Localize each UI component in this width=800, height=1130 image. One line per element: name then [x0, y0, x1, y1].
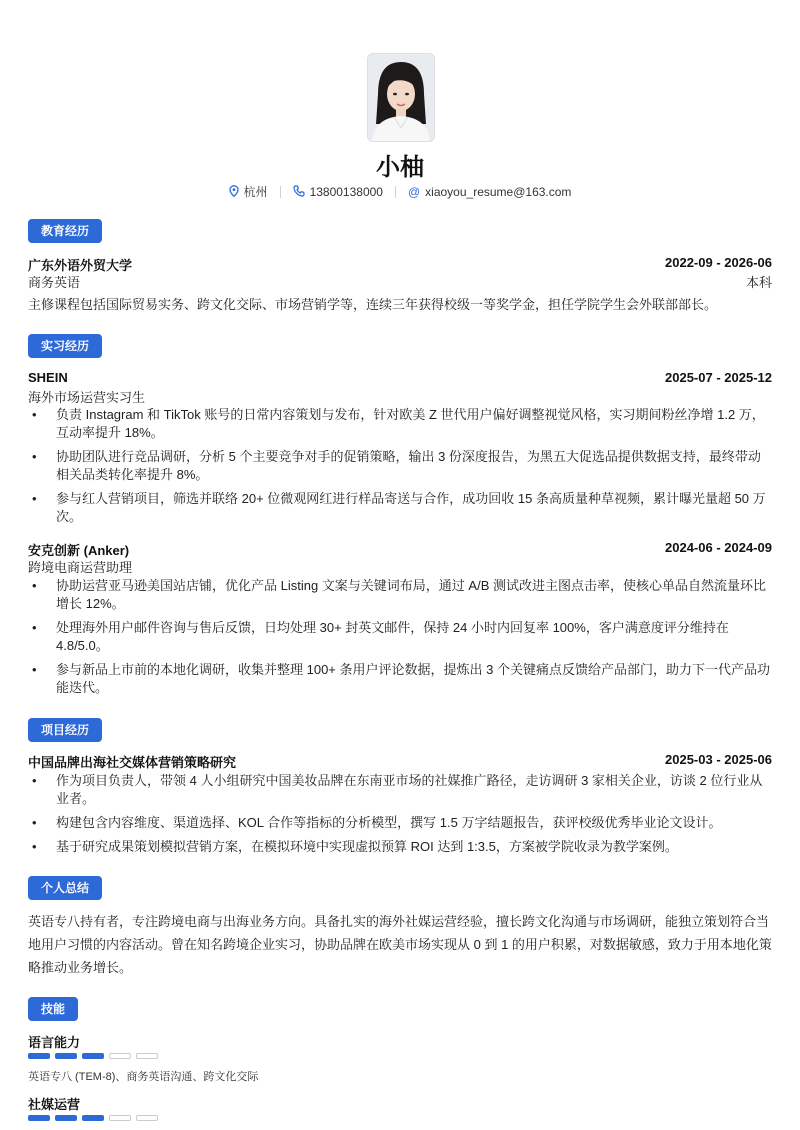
major: 商务英语 [28, 275, 81, 290]
skill-level-empty [109, 1115, 131, 1121]
internship-role: 跨境电商运营助理 [28, 560, 133, 575]
education-heading: 教育经历 [28, 219, 102, 243]
bullet-item: • 协助团队进行竞品调研，分析 5 个主要竞争对手的促销策略，输出 3 份深度报告，为黑五大促选品提供数据支持，最终带动相关品类转化率提升 8%。 [28, 448, 772, 484]
skill-level-empty [109, 1053, 131, 1059]
contact-location-text: 杭州 [243, 185, 268, 199]
project-row [28, 752, 772, 771]
phone-icon [293, 185, 305, 199]
contact-email-text[interactable]: xiaoyou_resume@163.com [425, 184, 572, 199]
school-name: 广东外语外贸大学 [28, 258, 133, 273]
contact-divider [280, 186, 281, 198]
skill-level-filled [28, 1053, 50, 1059]
bullet-item: • 作为项目负责人，带领 4 人小组研究中国美妆品牌在东南亚市场的社媒推广路径，走访调研 3 家相关企业，访谈 2 位行业从业者。 [28, 772, 772, 808]
internship-dates: 2025-07 - 2025-12 [665, 370, 772, 385]
internship-role-row [28, 557, 772, 576]
company-name: 安克创新 (Anker) [28, 543, 130, 558]
bullet-item: • 负责 Instagram 和 TikTok 账号的日常内容策划与发布，针对欧美 Z 世代用户偏好调整视觉风格，实习期间粉丝净增 1.2 万，互动率提升 18%。 [28, 406, 772, 442]
skill-description: 英语专八 (TEM-8)、商务英语沟通、跨文化交际 [28, 1071, 259, 1083]
contact-phone-text: 13800138000 [309, 184, 383, 199]
degree: 本科 [745, 275, 772, 290]
project-bullets [28, 772, 772, 862]
contact-bar [0, 183, 800, 200]
internship-dates: 2024-06 - 2024-09 [665, 540, 772, 555]
project-dates: 2025-03 - 2025-06 [665, 752, 772, 767]
internship-row [28, 370, 772, 385]
bullet-item: • 基于研究成果策划模拟营销方案，在模拟环境中实现虚拟预算 ROI 达到 1:3.5，方案被学院收录为教学案例。 [28, 838, 772, 856]
bullet-item: • 协助运营亚马逊美国站店铺，优化产品 Listing 文案与关键词布局，通过 A/B 测试改进主图点击率，使核心单品自然流量环比增长 12%。 [28, 577, 772, 613]
location-pin-icon [229, 185, 239, 199]
portrait-image [368, 54, 434, 141]
education-subrow [28, 272, 772, 291]
skill-name: 语言能力 [28, 1035, 81, 1050]
skill-level-filled [28, 1115, 50, 1121]
education-dates: 2022-09 - 2026-06 [665, 255, 772, 270]
skill-level-bar [28, 1053, 158, 1059]
profile-photo [367, 53, 435, 142]
project-title: 中国品牌出海社交媒体营销策略研究 [28, 755, 237, 770]
bullet-item: • 处理海外用户邮件咨询与售后反馈，日均处理 30+ 封英文邮件，保持 24 小时内回复率 100%，客户满意度评分维持在 4.8/5.0。 [28, 619, 772, 655]
company-name: SHEIN [28, 370, 68, 385]
internship-role: 海外市场运营实习生 [28, 390, 146, 405]
bullet-item: • 参与红人营销项目，筛选并联络 20+ 位微观网红进行样品寄送与合作，成功回收 15 条高质量种草视频，累计曝光量超 50 万次。 [28, 490, 772, 526]
project-heading: 项目经历 [28, 718, 102, 742]
skill-name: 社媒运营 [28, 1097, 81, 1112]
bullet-item: • 构建包含内容维度、渠道选择、KOL 合作等指标的分析模型，撰写 1.5 万字结题报告，获评校级优秀毕业论文设计。 [28, 814, 772, 832]
skills-heading: 技能 [28, 997, 78, 1021]
contact-phone [293, 185, 383, 199]
skill-level-filled [55, 1053, 77, 1059]
internship-bullets [28, 406, 772, 532]
skill-level-filled [82, 1053, 104, 1059]
skill-level-empty [136, 1115, 158, 1121]
contact-location [229, 183, 268, 200]
contact-email [408, 185, 571, 199]
summary-heading: 个人总结 [28, 876, 102, 900]
candidate-name: 小柚 [376, 154, 424, 181]
skill-level-filled [55, 1115, 77, 1121]
internship-role-row [28, 387, 772, 406]
skill-level-bar [28, 1115, 158, 1121]
contact-divider [395, 186, 396, 198]
skill-level-empty [136, 1053, 158, 1059]
education-description: 主修课程包括国际贸易实务、跨文化交际、市场营销学等，连续三年获得校级一等奖学金，担任学院学生会外联部部长。 [28, 297, 718, 312]
skill-level-filled [82, 1115, 104, 1121]
email-at-icon: @ [407, 184, 421, 199]
summary-text: 英语专八持有者，专注跨境电商与出海业务方向。具备扎实的海外社媒运营经验，擅长跨文化沟通与市场调研，能独立策划符合当地用户习惯的内容活动。曾在知名跨境企业实习，协助品牌在欧美市场实现从 0 到 1 的用户积累，对数据敏感，致力于用本地化策略推动业务增长。 [28, 914, 772, 975]
internship-heading: 实习经历 [28, 334, 102, 358]
bullet-item: • 参与新品上市前的本地化调研，收集并整理 100+ 条用户评论数据，提炼出 3 个关键痛点反馈给产品部门，助力下一代产品功能迭代。 [28, 661, 772, 697]
internship-bullets [28, 577, 772, 703]
